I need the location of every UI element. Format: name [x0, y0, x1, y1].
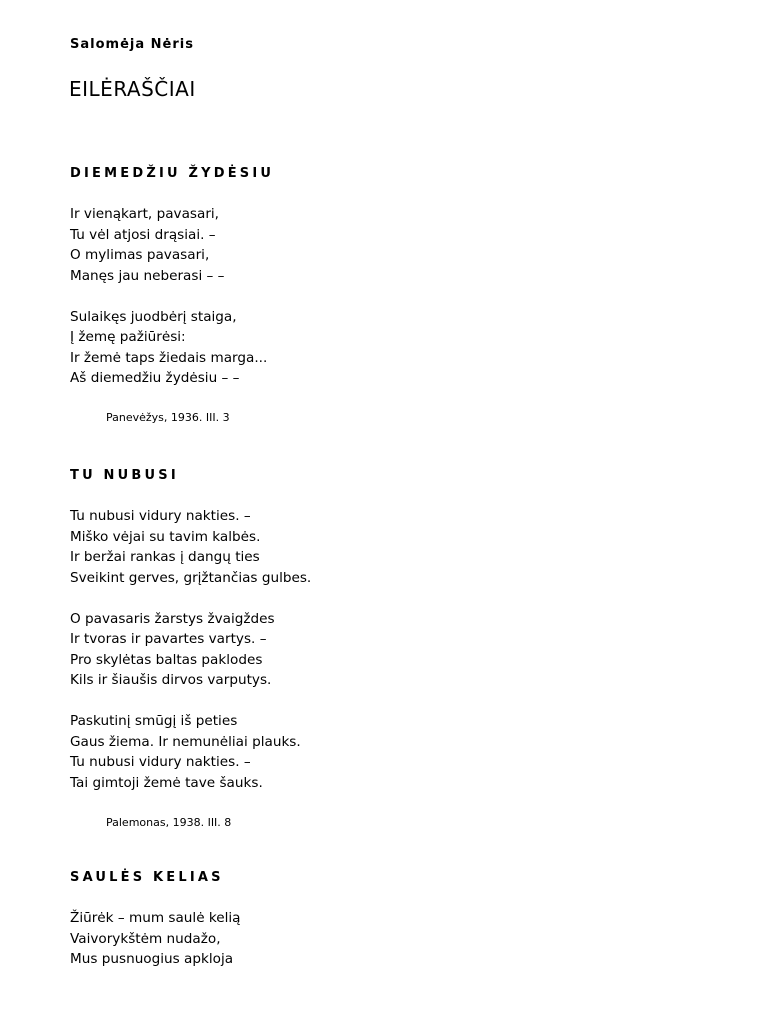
stanza: [70, 908, 670, 970]
poem-line: Sveikint gerves, grįžtančias gulbes.: [70, 569, 312, 586]
poem: [70, 870, 670, 970]
poem-line: Tu nubusi vidury nakties. –: [70, 754, 251, 770]
poem-line: Ir beržai rankas į dangų ties: [70, 549, 260, 565]
poem-line: Miško vėjai su tavim kalbės.: [70, 528, 261, 545]
poem-line: Pro skylėtas baltas paklodes: [70, 651, 263, 668]
poem-line: Manęs jau neberasi – –: [70, 267, 225, 284]
poem-line: Į žemę pažiūrėsi:: [70, 329, 186, 345]
stanza: [70, 506, 670, 588]
poem-line: Ir vienąkart, pavasari,: [70, 206, 220, 222]
poem-line: Paskutinį smūgį iš peties: [70, 713, 238, 729]
poem-line: Tu vėl atjosi drąsiai. –: [70, 226, 216, 243]
author-name: Salomėja Nėris: [70, 37, 194, 52]
poem-line: Žiūrėk – mum saulė kelią: [70, 910, 241, 926]
book-title: EILĖRAŠČIAI: [69, 77, 196, 101]
place-date: Palemonas, 1938. III. 8: [106, 816, 232, 829]
poem: [70, 468, 670, 829]
stanza: [70, 307, 670, 389]
stanza: [70, 711, 670, 793]
poem-title: SAULĖS KELIAS: [70, 870, 224, 885]
poem-line: O pavasaris žarstys žvaigždes: [70, 610, 275, 627]
poem-line: Kils ir šiaušis dirvos varputys.: [70, 672, 272, 688]
poem-line: Sulaikęs juodbėrį staiga,: [70, 308, 237, 325]
stanza: [70, 609, 670, 691]
poem-line: Aš diemedžiu žydėsiu – –: [70, 370, 240, 386]
poem-line: O mylimas pavasari,: [70, 247, 210, 263]
poem: [70, 166, 670, 424]
poem-title: DIEMEDŽIU ŽYDĖSIU: [70, 166, 275, 181]
stanza: [70, 204, 670, 286]
poem-line: Gaus žiema. Ir nemunėliai plauks.: [70, 733, 301, 750]
poem-title: TU NUBUSI: [70, 468, 179, 483]
poem-line: Mus pusnuogius apkloja: [70, 951, 234, 967]
place-date: Panevėžys, 1936. III. 3: [106, 411, 230, 424]
poem-line: Tai gimtoji žemė tave šauks.: [70, 774, 263, 791]
poem-line: Vaivorykštėm nudažo,: [70, 930, 221, 947]
poem-line: Tu nubusi vidury nakties. –: [70, 508, 251, 524]
poem-line: Ir žemė taps žiedais marga...: [70, 349, 268, 366]
poem-line: Ir tvoras ir pavartes vartys. –: [70, 631, 267, 647]
